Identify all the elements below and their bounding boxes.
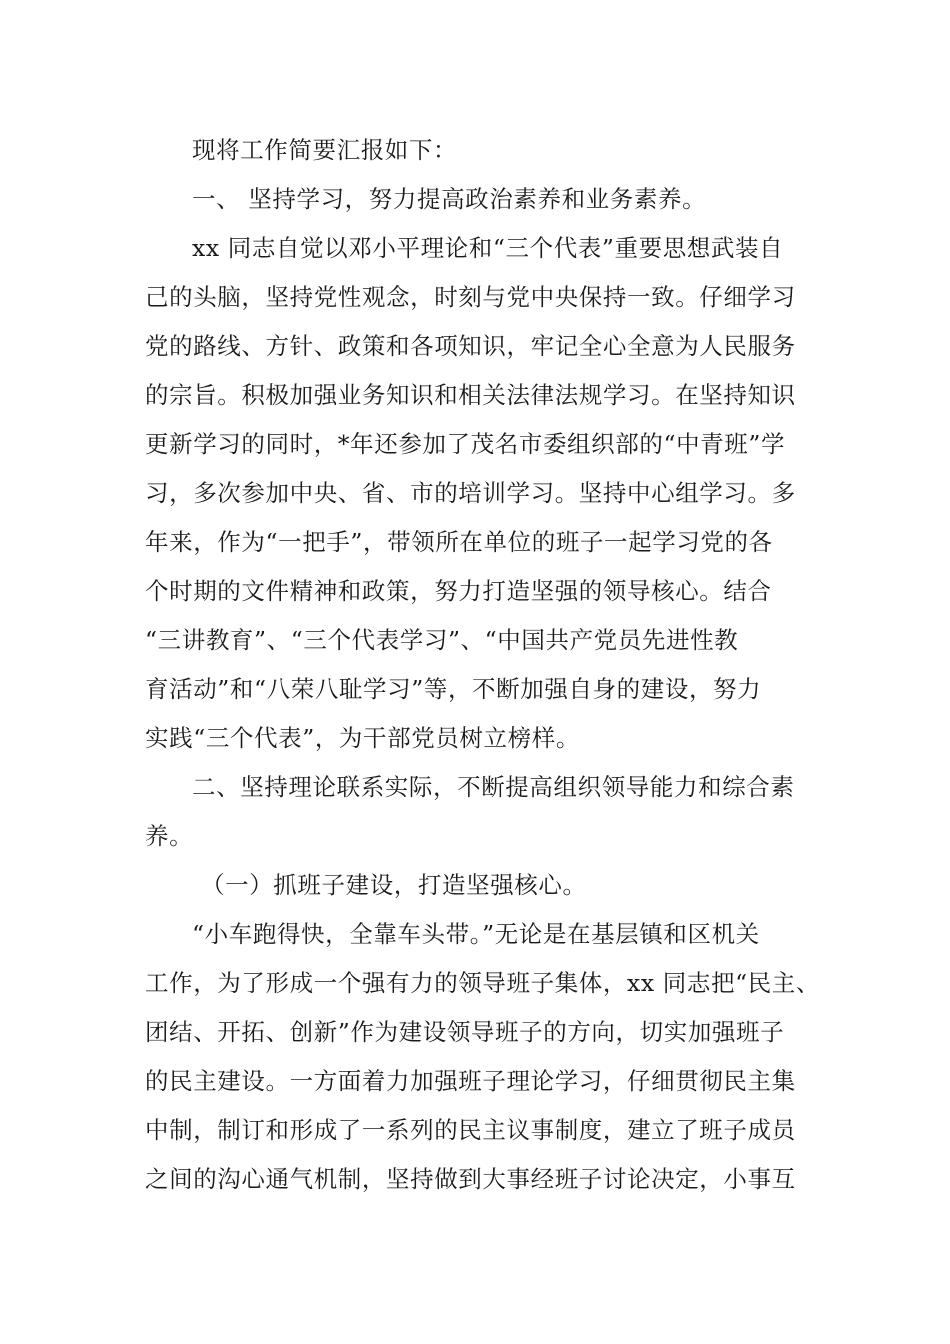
text-line: xx 同志自觉以邓小平理论和“三个代表”重要思想武装自 bbox=[192, 234, 784, 262]
text-line: 实践“三个代表”，为干部党员树立榜样。 bbox=[145, 724, 580, 752]
text-line: 个时期的文件精神和政策，努力打造坚强的领导核心。结合 bbox=[145, 577, 772, 605]
text-line: 工作，为了形成一个强有力的领导班子集体，xx 同志把“民主、 bbox=[145, 969, 820, 997]
subsection-heading: （一）抓班子建设，打造坚强核心。 bbox=[201, 871, 587, 899]
text-line: 现将工作简要汇报如下： bbox=[192, 136, 458, 164]
text-line: “三讲教育”、“三个代表学习”、“中国共产党员先进性教 bbox=[145, 626, 739, 654]
text-line: 的民主建设。一方面着力加强班子理论学习，仔细贯彻民主集 bbox=[145, 1067, 796, 1095]
text-line: 更新学习的同时，*年还参加了茂名市委组织部的“中青班”学 bbox=[145, 430, 786, 458]
document-body bbox=[145, 126, 820, 1204]
text-line: 中制，制订和形成了一系列的民主议事制度，建立了班子成员 bbox=[145, 1116, 796, 1144]
text-line: 年来，作为“一把手”，带领所在单位的班子一起学习党的各 bbox=[145, 528, 773, 556]
section-heading: 一、 坚持学习，努力提高政治素养和业务素养。 bbox=[192, 185, 707, 213]
text-line: 党的路线、方针、政策和各项知识，牢记全心全意为人民服务 bbox=[145, 332, 796, 360]
section-heading: 二、坚持理论联系实际，不断提高组织领导能力和综合素 bbox=[192, 773, 795, 801]
text-line: 团结、开拓、创新”作为建设领导班子的方向，切实加强班子 bbox=[145, 1018, 785, 1046]
text-line: 己的头脑，坚持党性观念，时刻与党中央保持一致。仔细学习 bbox=[145, 283, 796, 311]
text-line: 习，多次参加中央、省、市的培训学习。坚持中心组学习。多 bbox=[145, 479, 796, 507]
text-line: 育活动”和“八荣八耻学习”等，不断加强自身的建设，努力 bbox=[145, 675, 762, 703]
text-line: 养。 bbox=[145, 822, 194, 850]
text-line: 的宗旨。积极加强业务知识和相关法律法规学习。在坚持知识 bbox=[145, 381, 796, 409]
text-line: “小车跑得快，全靠车头带。”无论是在基层镇和区机关 bbox=[192, 920, 760, 948]
text-line: 之间的沟心通气机制，坚持做到大事经班子讨论决定，小事互 bbox=[145, 1165, 796, 1193]
